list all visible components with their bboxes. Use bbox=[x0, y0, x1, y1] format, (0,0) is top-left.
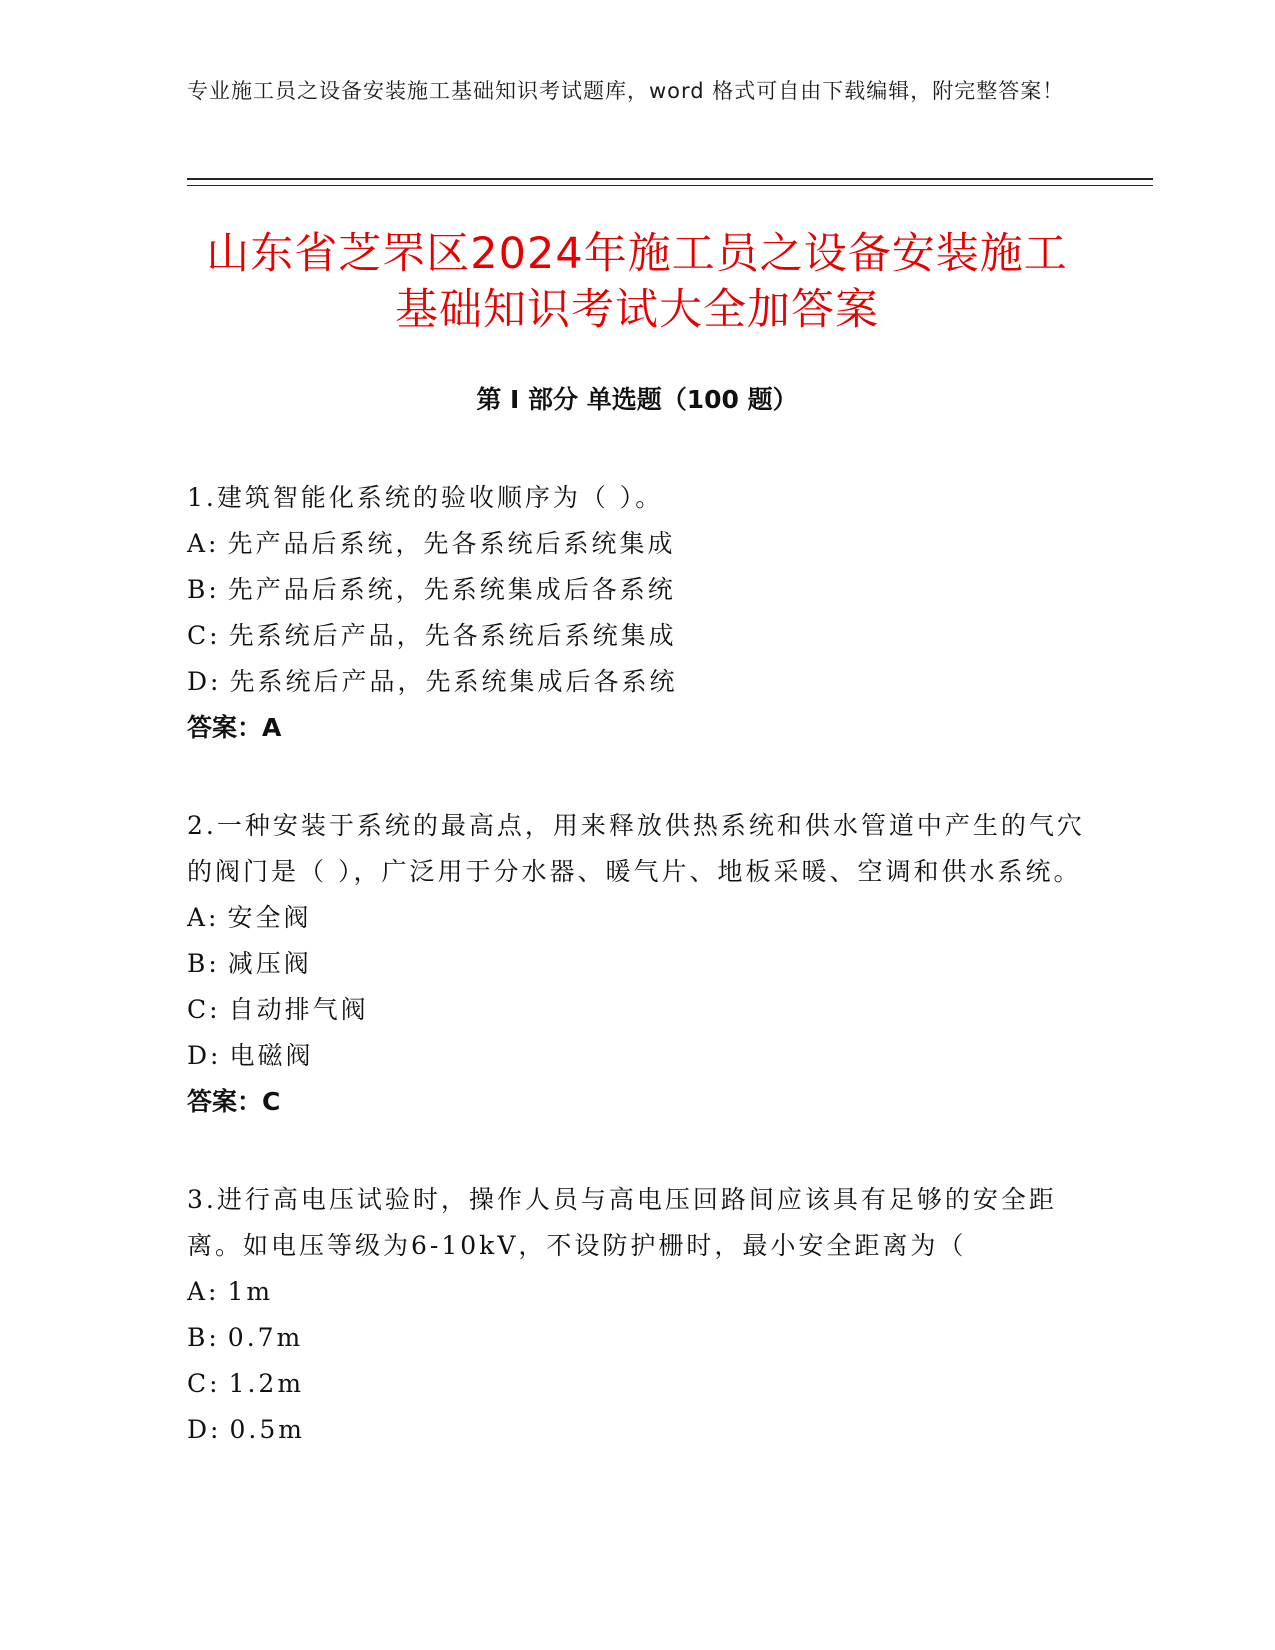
option-letter: C: bbox=[187, 621, 221, 650]
option-a bbox=[187, 1269, 1087, 1315]
option-letter: C: bbox=[187, 995, 221, 1024]
option-text: 0.7m bbox=[227, 1323, 304, 1352]
option-d bbox=[187, 1407, 1087, 1453]
option-b bbox=[187, 567, 1087, 613]
option-d bbox=[187, 659, 1087, 705]
option-letter: D: bbox=[187, 1415, 222, 1444]
option-text: 先系统后产品，先系统集成后各系统 bbox=[229, 667, 678, 696]
option-d bbox=[187, 1033, 1087, 1079]
option-b bbox=[187, 941, 1087, 987]
option-a bbox=[187, 895, 1087, 941]
option-text: 1.2m bbox=[228, 1369, 305, 1398]
section-title: 第 I 部分 单选题（100 题） bbox=[476, 385, 798, 414]
header-rule-thin bbox=[187, 185, 1153, 186]
option-text: 安全阀 bbox=[227, 903, 312, 932]
question-stem: 1.建筑智能化系统的验收顺序为（ ）。 bbox=[187, 483, 664, 512]
header-note: 专业施工员之设备安装施工基础知识考试题库，word 格式可自由下载编辑，附完整答案！ bbox=[187, 79, 1065, 103]
option-letter: B: bbox=[187, 575, 220, 604]
option-b bbox=[187, 1315, 1087, 1361]
option-text: 减压阀 bbox=[227, 949, 312, 978]
option-letter: B: bbox=[187, 949, 220, 978]
answer-line: 答案：A bbox=[187, 713, 282, 742]
option-text: 0.5m bbox=[229, 1415, 305, 1444]
question-stem: 3.进行高电压试验时，操作人员与高电压回路间应该具有足够的安全距离。如电压等级为6-10kV，不设防护栅时，最小安全距离为（ bbox=[187, 1185, 1057, 1260]
option-text: 先产品后系统，先系统集成后各系统 bbox=[227, 575, 676, 604]
question-1 bbox=[187, 475, 1087, 751]
option-letter: B: bbox=[187, 1323, 220, 1352]
option-text: 先系统后产品，先各系统后系统集成 bbox=[228, 621, 677, 650]
question-2 bbox=[187, 803, 1087, 1125]
option-text: 1m bbox=[227, 1277, 274, 1306]
header-rule-thick bbox=[187, 178, 1153, 180]
option-c bbox=[187, 613, 1087, 659]
answer-line: 答案：C bbox=[187, 1087, 281, 1116]
question-list bbox=[187, 475, 1087, 1505]
option-a bbox=[187, 521, 1087, 567]
document-title: 山东省芝罘区2024年施工员之设备安装施工基础知识考试大全加答案 bbox=[206, 229, 1068, 335]
option-c bbox=[187, 1361, 1087, 1407]
option-letter: C: bbox=[187, 1369, 221, 1398]
option-text: 自动排气阀 bbox=[228, 995, 369, 1024]
option-letter: A: bbox=[187, 903, 220, 932]
option-letter: D: bbox=[187, 667, 222, 696]
option-letter: A: bbox=[187, 529, 220, 558]
question-stem: 2.一种安装于系统的最高点，用来释放供热系统和供水管道中产生的气穴的阀门是（ ），广泛用于分水器、暖气片、地板采暖、空调和供水系统。 bbox=[187, 811, 1085, 886]
option-letter: A: bbox=[187, 1277, 220, 1306]
option-text: 电磁阀 bbox=[229, 1041, 314, 1070]
option-c bbox=[187, 987, 1087, 1033]
option-letter: D: bbox=[187, 1041, 222, 1070]
option-text: 先产品后系统，先各系统后系统集成 bbox=[227, 529, 676, 558]
question-3 bbox=[187, 1177, 1087, 1453]
